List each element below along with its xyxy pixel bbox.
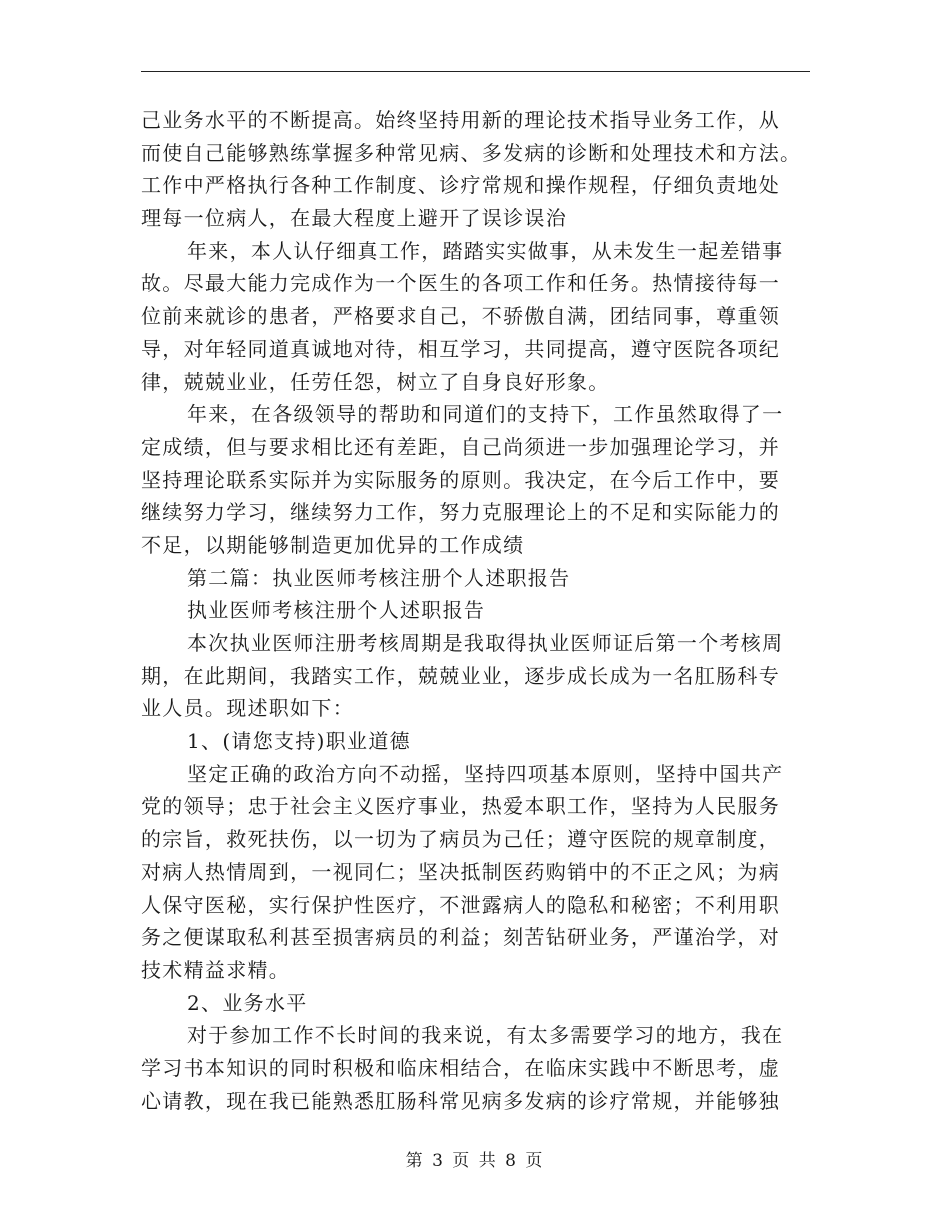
text-line: 党的领导；忠于社会主义医疗事业，热爱本职工作，坚持为人民服务 <box>141 794 780 819</box>
text-line: 位前来就诊的患者，严格要求自己，不骄傲自满，团结同事，尊重领 <box>141 304 780 329</box>
text-line: 第二篇：执业医师考核注册个人述职报告 <box>187 565 571 590</box>
page-footer: 第 3 页 共 8 页 <box>405 1151 545 1171</box>
text-line: 本次执业医师注册考核周期是我取得执业医师证后第一个考核周 <box>187 631 784 655</box>
text-line: 理每一位病人，在最大程度上避开了误诊误治 <box>141 206 567 231</box>
text-line: 人保守医秘，实行保护性医疗，不泄露病人的隐私和秘密；不利用职 <box>141 892 780 917</box>
text-line: 心请教，现在我已能熟悉肛肠科常见病多发病的诊疗常规，并能够独 <box>141 1088 780 1113</box>
text-line: 继续努力学习，继续努力工作，努力克服理论上的不足和实际能力的 <box>141 500 780 525</box>
text-line: 2、业务水平 <box>187 990 308 1015</box>
text-line: 年来，本人认仔细真工作，踏踏实实做事，从未发生一起差错事 <box>187 238 784 263</box>
text-line: 故。尽最大能力完成作为一个医生的各项工作和任务。热情接待每一 <box>141 271 780 296</box>
text-line: 导，对年轻同道真诚地对待，相互学习，共同提高，遵守医院各项纪 <box>141 336 780 361</box>
document-body <box>141 104 810 1117</box>
text-line: 坚持理论联系实际并为实际服务的原则。我决定，在今后工作中，要 <box>141 467 780 492</box>
text-line: 己业务水平的不断提高。始终坚持用新的理论技术指导业务工作，从 <box>141 108 780 132</box>
text-line: 年来，在各级领导的帮助和同道们的支持下，工作虽然取得了一 <box>187 402 784 427</box>
text-line: 对于参加工作不长时间的我来说，有太多需要学习的地方，我在 <box>187 1023 784 1048</box>
text-line: 定成绩，但与要求相比还有差距，自己尚须进一步加强理论学习，并 <box>141 434 780 459</box>
text-line: 业人员。现述职如下： <box>141 696 354 721</box>
text-line: 坚定正确的政治方向不动摇，坚持四项基本原则，坚持中国共产 <box>187 761 784 786</box>
text-line: 律，兢兢业业，任劳任怨，树立了自身良好形象。 <box>141 369 610 394</box>
text-line: 期，在此期间，我踏实工作，兢兢业业，逐步成长成为一名肛肠科专 <box>141 663 780 688</box>
header-rule <box>141 71 810 72</box>
text-line: 务之便谋取私利甚至损害病员的利益；刻苦钻研业务，严谨治学，对 <box>141 925 780 950</box>
text-line: 对病人热情周到，一视同仁；坚决抵制医药购销中的不正之风；为病 <box>141 859 780 884</box>
text-line: 不足，以期能够制造更加优异的工作成绩 <box>141 532 525 557</box>
text-line: 的宗旨，救死扶伤，以一切为了病员为己任；遵守医院的规章制度， <box>141 827 780 852</box>
text-line: 学习书本知识的同时积极和临床相结合，在临床实践中不断思考，虚 <box>141 1055 780 1080</box>
text-line: 1、(请您支持)职业道德 <box>187 729 411 754</box>
text-line: 而使自己能够熟练掌握多种常见病、多发病的诊断和处理技术和方法。 <box>141 140 802 165</box>
text-line: 技术精益求精。 <box>141 957 291 982</box>
text-line: 工作中严格执行各种工作制度、诊疗常规和操作规程，仔细负责地处 <box>141 173 780 198</box>
text-line: 执业医师考核注册个人述职报告 <box>187 598 486 623</box>
